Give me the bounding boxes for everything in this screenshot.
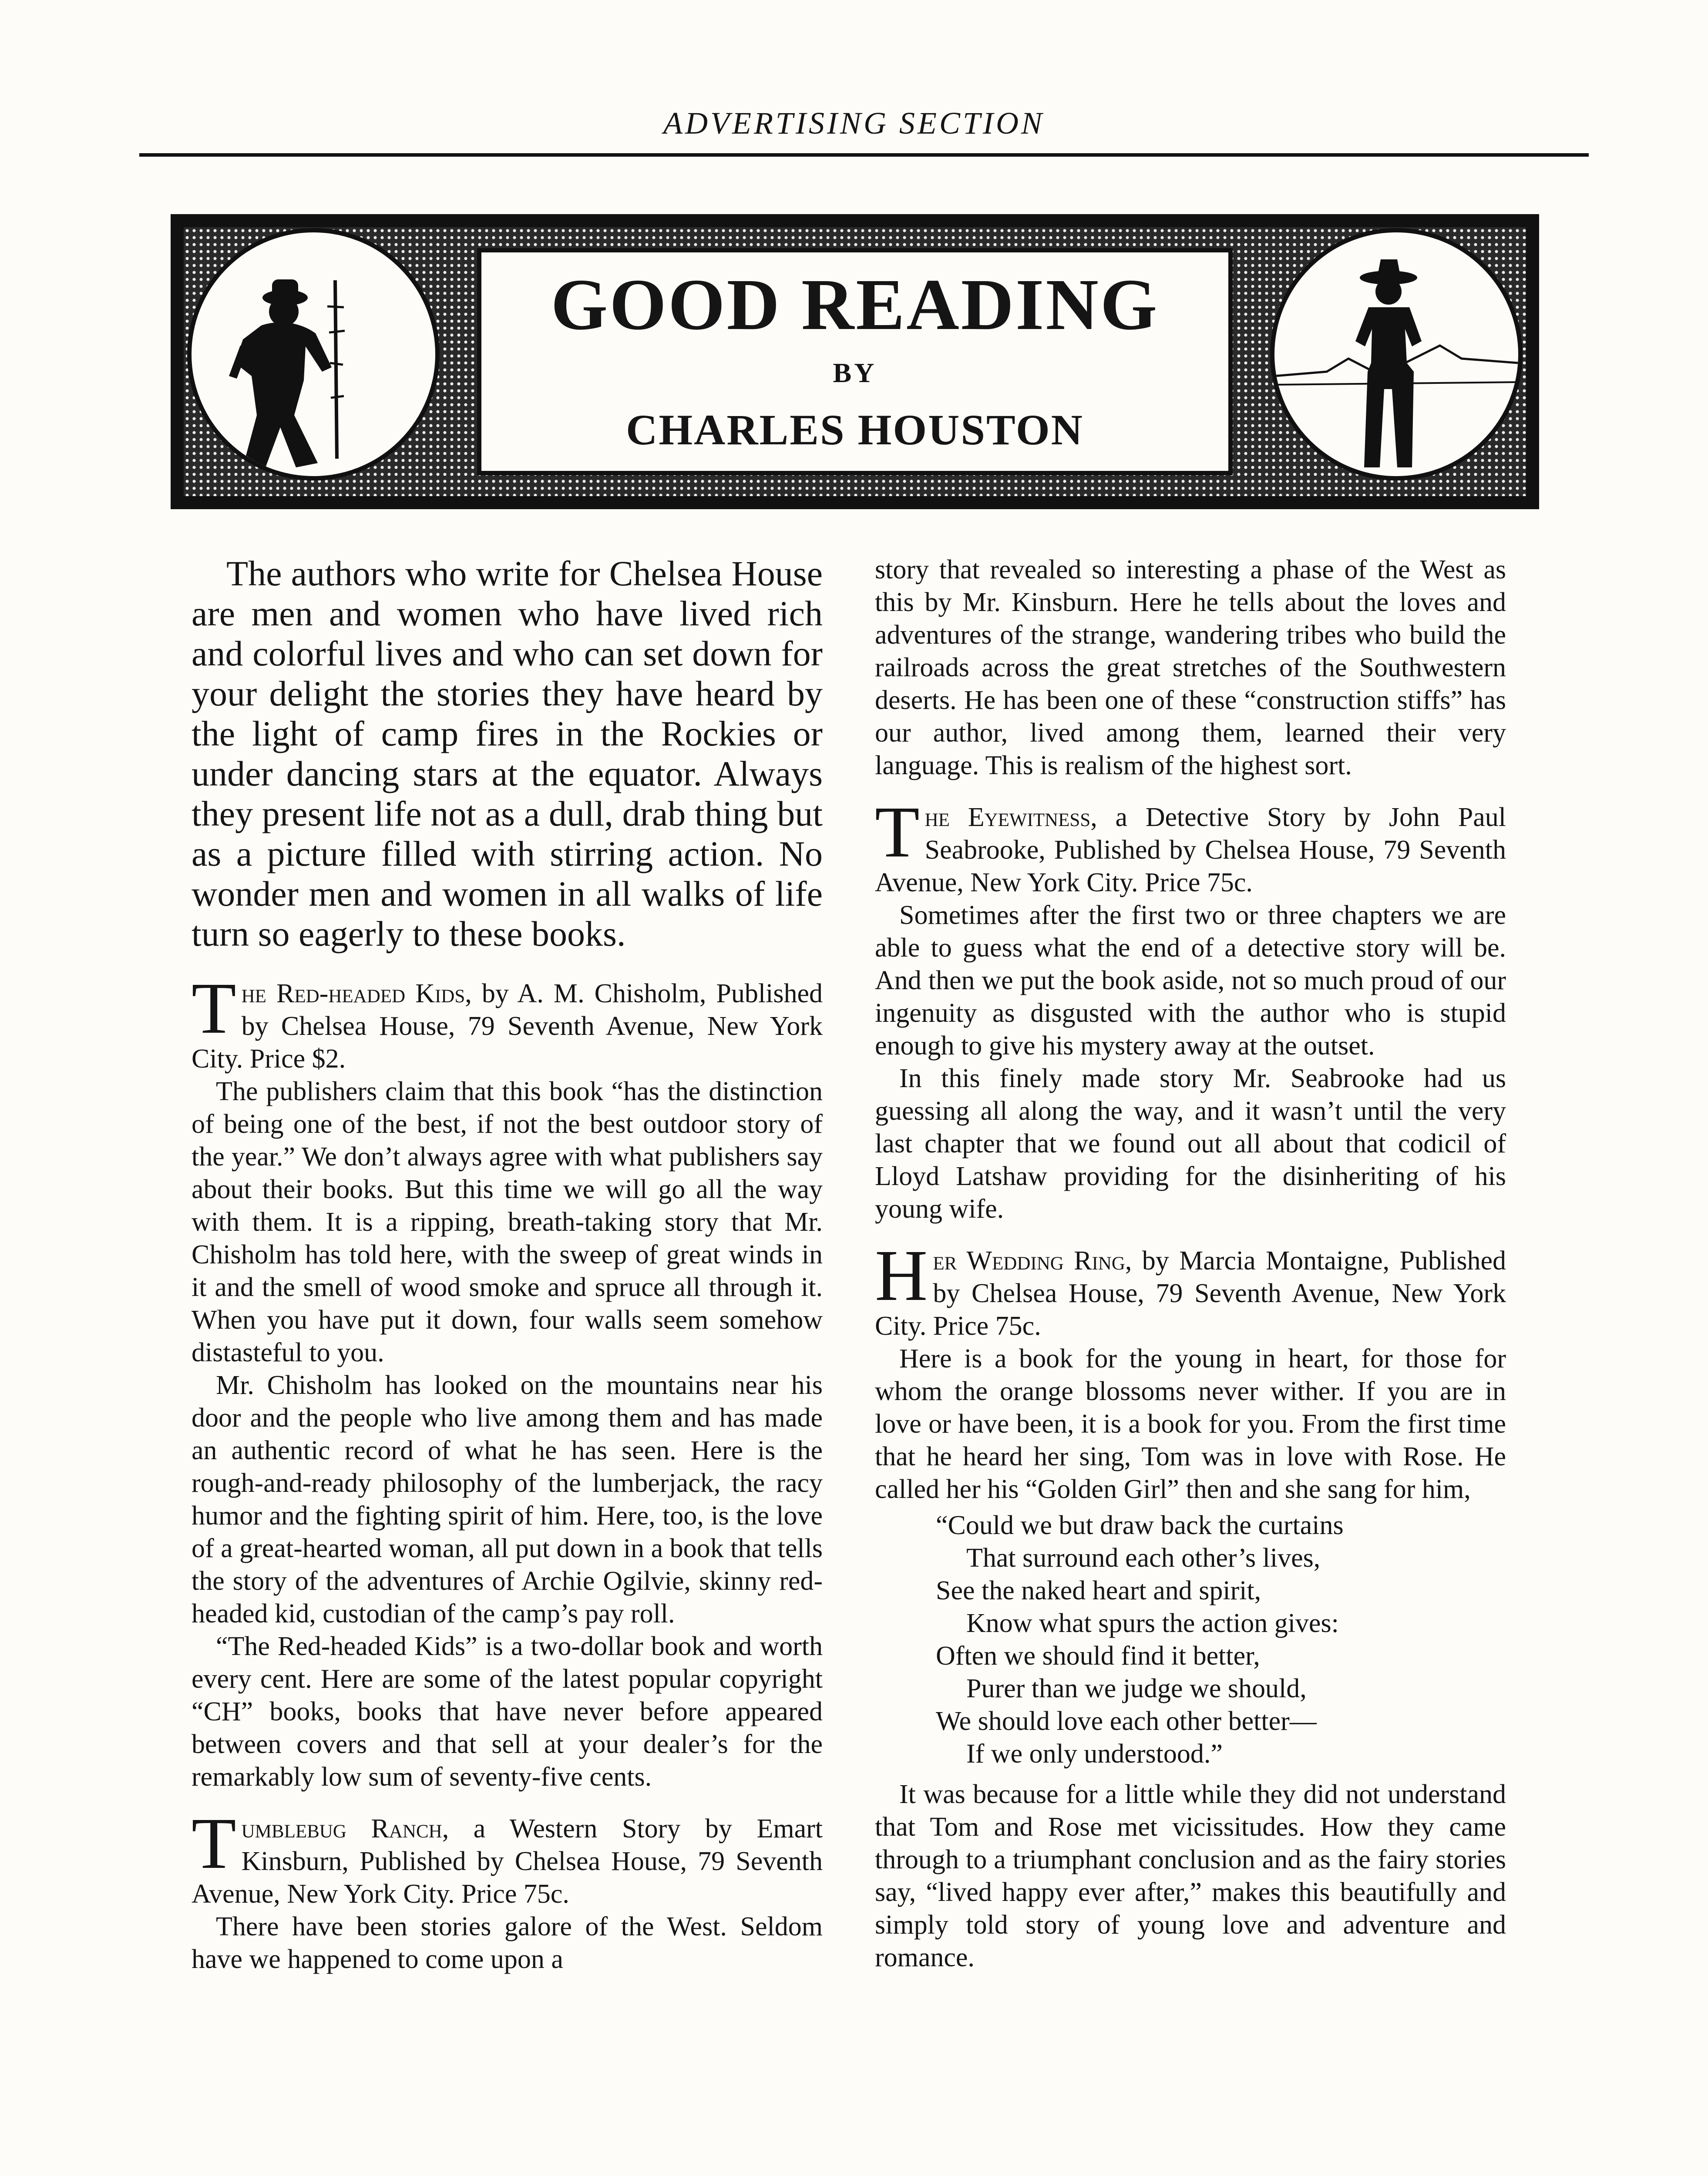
intro-paragraph: The authors who write for Chelsea House are men and women who have lived rich and colorful lives and who can set down for your delight the stories they have heard by the light of camp fires in the Rockies or under dancing stars at the equator. Always they present life not as a dull, drab thing but as a picture filled with stirring action. No wonder men and women in all walks of life turn so eagerly to these books. xyxy=(192,554,823,954)
drop-cap: T xyxy=(192,1803,236,1884)
header-rule xyxy=(139,153,1589,157)
title-panel xyxy=(477,248,1233,475)
woodsman-silhouette-illustration xyxy=(187,228,440,480)
drop-cap: T xyxy=(192,968,236,1049)
book-title: er Wedding Ring xyxy=(933,1246,1125,1276)
review-paragraph: It was because for a little while they did not understand that Tom and Rose met vicissitudes. How they came through to a triumphant conclusion and as the fairy stories say, “lived happy ever after,” makes this beautifully and simply told story of young love and adventure and romance. xyxy=(875,1780,1506,1972)
drop-cap: T xyxy=(875,792,920,873)
book-title: he Eyewitness xyxy=(925,803,1091,832)
book-details: , by A. M. Chisholm, Published by Chelsea House, 79 Seventh Avenue, New York City. Price $2. xyxy=(192,979,823,1074)
page-title: GOOD READING xyxy=(551,264,1159,345)
review-paragraph: In this finely made story Mr. Seabrooke had us guessing all along the way, and it wasn’t until the very last chapter that we found out all about that codicil of Lloyd Latshaw providing for the disinheriting of his young wife. xyxy=(875,1064,1506,1224)
review-paragraph: The publishers claim that this book “has the distinction of being one of the best, if not the best outdoor story of the year.” We don’t always agree with what publishers say about their books. But this time we will go all the way with them. It is a ripping, breath-taking story that Mr. Chisholm has told here, with the sweep of great winds in it and the smell of wood smoke and spruce all through it. When you have put it down, four walls seem somehow distasteful to you. xyxy=(192,1077,823,1367)
book-title: he Red-headed Kids xyxy=(241,979,465,1008)
review-continuation: story that revealed so interesting a phase of the West as this by Mr. Kinsburn. Here he tells about the loves and adventures of the strange, wandering tribes who build the railroads across the great stretches of the Southwestern deserts. He has been one of these “construction stiffs” has our author, lived among them, learned their very language. This is realism of the highest sort. xyxy=(875,555,1506,780)
cowboy-silhouette-illustration xyxy=(1270,228,1523,480)
byline-by: BY xyxy=(833,357,877,388)
book-entry-her-wedding-ring xyxy=(875,1235,1506,1343)
review-paragraph: Sometimes after the first two or three chapters we are able to guess what the end of a detective story will be. And then we put the book aside, not so much proud of our ingenuity as disgusted with the author who is stupid enough to give his mystery away at the outset. xyxy=(875,900,1506,1061)
running-head: ADVERTISING SECTION xyxy=(663,106,1045,141)
poem-line: Often we should find it better, xyxy=(936,1641,1260,1671)
poem-line: We should love each other better— xyxy=(936,1706,1317,1736)
poem-line: Purer than we judge we should, xyxy=(966,1674,1307,1703)
right-column xyxy=(875,554,1506,1974)
poem-line: “Could we but draw back the curtains xyxy=(936,1511,1344,1540)
poem-line: If we only understood.” xyxy=(966,1739,1223,1769)
review-paragraph: Here is a book for the young in heart, for those for whom the orange blossoms never wither. If you are in love or have been, it is a book for you. From the first time that he heard her sing, Tom was in love with Rose. He called her his “Golden Girl” then and she sang for him, xyxy=(875,1344,1506,1504)
good-reading-banner xyxy=(171,214,1539,509)
book-entry-tumblebug-ranch xyxy=(192,1803,823,1911)
poem-line: That surround each other’s lives, xyxy=(966,1543,1321,1573)
review-paragraph: There have been stories galore of the West. Seldom have we happened to come upon a xyxy=(192,1912,823,1974)
poem-line: Know what spurs the action gives: xyxy=(966,1608,1339,1638)
review-paragraph: “The Red-headed Kids” is a two-dollar book and worth every cent. Here are some of the latest popular copyright “CH” books, books that have never before appeared between covers and that sell at your dealer’s for the remarkably low sum of seventy-five cents. xyxy=(192,1632,823,1792)
poem-line: See the naked heart and spirit, xyxy=(936,1576,1261,1605)
left-column xyxy=(192,554,823,1976)
poem-stanza xyxy=(936,1509,1506,1770)
book-entry-eyewitness xyxy=(875,792,1506,899)
drop-cap: H xyxy=(875,1235,928,1316)
byline-author: CHARLES HOUSTON xyxy=(626,406,1084,454)
book-details: , a Western Story by Emart Kinsburn, Published by Chelsea House, 79 Seventh Avenue, New York City. Price 75c. xyxy=(192,1814,823,1909)
book-details: , a Detective Story by John Paul Seabrooke, Published by Chelsea House, 79 Seventh Avenue, New York City. Price 75c. xyxy=(875,803,1506,897)
book-entry-red-headed-kids xyxy=(192,968,823,1075)
book-title: umblebug Ranch xyxy=(241,1814,442,1844)
review-paragraph: Mr. Chisholm has looked on the mountains near his door and the people who live among them and has made an authentic record of what he has seen. Here is the rough-and-ready philosophy of the lumberjack, the racy humor and the fighting spirit of him. Here, too, is the love of a great-hearted woman, all put down in a book that tells the story of the adventures of Archie Ogilvie, skinny red-headed kid, custodian of the camp’s pay roll. xyxy=(192,1370,823,1629)
book-details: , by Marcia Montaigne, Published by Chelsea House, 79 Seventh Avenue, New York City. Price 75c. xyxy=(875,1246,1506,1341)
